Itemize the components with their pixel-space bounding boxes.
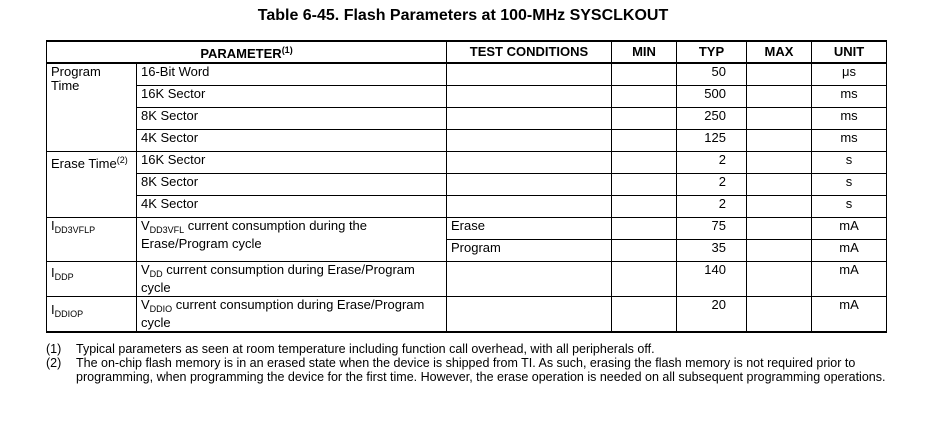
unit-cell: ms: [812, 86, 887, 108]
min-cell: [612, 262, 677, 297]
table-row: [47, 174, 887, 196]
footnote-ref-1: (1): [281, 45, 293, 55]
min-cell: [612, 297, 677, 333]
conditions-cell: Program: [447, 240, 612, 262]
min-cell: [612, 130, 677, 152]
table-row: [47, 152, 887, 174]
max-cell: [747, 108, 812, 130]
conditions-cell: [447, 297, 612, 333]
header-typ: TYP: [677, 41, 747, 63]
conditions-cell: [447, 196, 612, 218]
table-row: [47, 86, 887, 108]
footnote-2: [46, 356, 886, 384]
group-erase-time: Erase Time$^{(2)}$: [47, 152, 137, 218]
param-cell: 4K Sector: [137, 130, 447, 152]
max-cell: [747, 240, 812, 262]
unit-cell: μs: [812, 63, 887, 86]
unit-cell: mA: [812, 297, 887, 333]
footnote-text: The on-chip flash memory is in an erased state when the device is shipped from TI. As such, erasing the flash memory is not required prior to programming, when programming the device for the first time. However, the erase operation is needed on all subsequent programming operations.: [76, 356, 886, 384]
conditions-cell: Erase: [447, 218, 612, 240]
desc-idd3vflp: $V_{DD3VFL}$ current consumption during the Erase/Program cycle: [137, 218, 447, 262]
max-cell: [747, 152, 812, 174]
table-row: [47, 108, 887, 130]
flash-parameters-table: [46, 40, 887, 333]
unit-cell: s: [812, 174, 887, 196]
min-cell: [612, 63, 677, 86]
conditions-cell: [447, 108, 612, 130]
header-test-conditions: TEST CONDITIONS: [447, 41, 612, 63]
min-cell: [612, 86, 677, 108]
max-cell: [747, 130, 812, 152]
conditions-cell: [447, 63, 612, 86]
max-cell: [747, 63, 812, 86]
table-row: [47, 218, 887, 240]
min-cell: [612, 108, 677, 130]
footnote-ref-2: (2): [116, 155, 128, 165]
symbol-idd3vflp: $I_{DD3VFLP}$: [47, 218, 137, 262]
header-row: [47, 41, 887, 63]
typ-cell: 75: [677, 218, 747, 240]
typ-cell: 20: [677, 297, 747, 333]
typ-cell: 250: [677, 108, 747, 130]
typ-cell: 50: [677, 63, 747, 86]
typ-cell: 2: [677, 174, 747, 196]
param-cell: 16-Bit Word: [137, 63, 447, 86]
max-cell: [747, 196, 812, 218]
conditions-cell: [447, 262, 612, 297]
min-cell: [612, 196, 677, 218]
desc-iddiop: $V_{DDIO}$ current consumption during Erase/Program cycle: [137, 297, 447, 333]
param-cell: 16K Sector: [137, 86, 447, 108]
footnote-number: (1): [46, 342, 62, 356]
conditions-cell: [447, 130, 612, 152]
desc-iddp: $V_{DD}$ current consumption during Erase/Program cycle: [137, 262, 447, 297]
unit-cell: s: [812, 152, 887, 174]
param-cell: 8K Sector: [137, 108, 447, 130]
symbol-iddiop: $I_{DDIOP}$: [47, 297, 137, 333]
header-unit: UNIT: [812, 41, 887, 63]
table-row: [47, 63, 887, 86]
min-cell: [612, 218, 677, 240]
conditions-cell: [447, 152, 612, 174]
conditions-cell: [447, 174, 612, 196]
typ-cell: 2: [677, 152, 747, 174]
header-parameter: PARAMETER$^{(1)}$: [47, 41, 447, 63]
unit-cell: mA: [812, 218, 887, 240]
footnote-number: (2): [46, 356, 62, 370]
unit-cell: ms: [812, 108, 887, 130]
table-row: [47, 297, 887, 333]
table-row: [47, 130, 887, 152]
unit-cell: s: [812, 196, 887, 218]
param-cell: 4K Sector: [137, 196, 447, 218]
unit-cell: ms: [812, 130, 887, 152]
typ-cell: 2: [677, 196, 747, 218]
param-cell: 16K Sector: [137, 152, 447, 174]
table-row: [47, 196, 887, 218]
typ-cell: 125: [677, 130, 747, 152]
conditions-cell: [447, 86, 612, 108]
typ-cell: 140: [677, 262, 747, 297]
header-max: MAX: [747, 41, 812, 63]
typ-cell: 500: [677, 86, 747, 108]
unit-cell: mA: [812, 240, 887, 262]
symbol-iddp: $I_{DDP}$: [47, 262, 137, 297]
table-title: Table 6-45. Flash Parameters at 100-MHz SYSCLKOUT: [257, 7, 669, 24]
min-cell: [612, 240, 677, 262]
max-cell: [747, 297, 812, 333]
table-row: [47, 262, 887, 297]
typ-cell: 35: [677, 240, 747, 262]
footnotes: [46, 342, 886, 384]
max-cell: [747, 174, 812, 196]
min-cell: [612, 174, 677, 196]
param-cell: 8K Sector: [137, 174, 447, 196]
max-cell: [747, 86, 812, 108]
footnote-text: Typical parameters as seen at room temperature including function call overhead, with all peripherals off.: [76, 342, 655, 356]
max-cell: [747, 218, 812, 240]
header-min: MIN: [612, 41, 677, 63]
unit-cell: mA: [812, 262, 887, 297]
footnote-1: [46, 342, 886, 356]
min-cell: [612, 152, 677, 174]
max-cell: [747, 262, 812, 297]
group-program-time: Program Time: [47, 63, 137, 152]
